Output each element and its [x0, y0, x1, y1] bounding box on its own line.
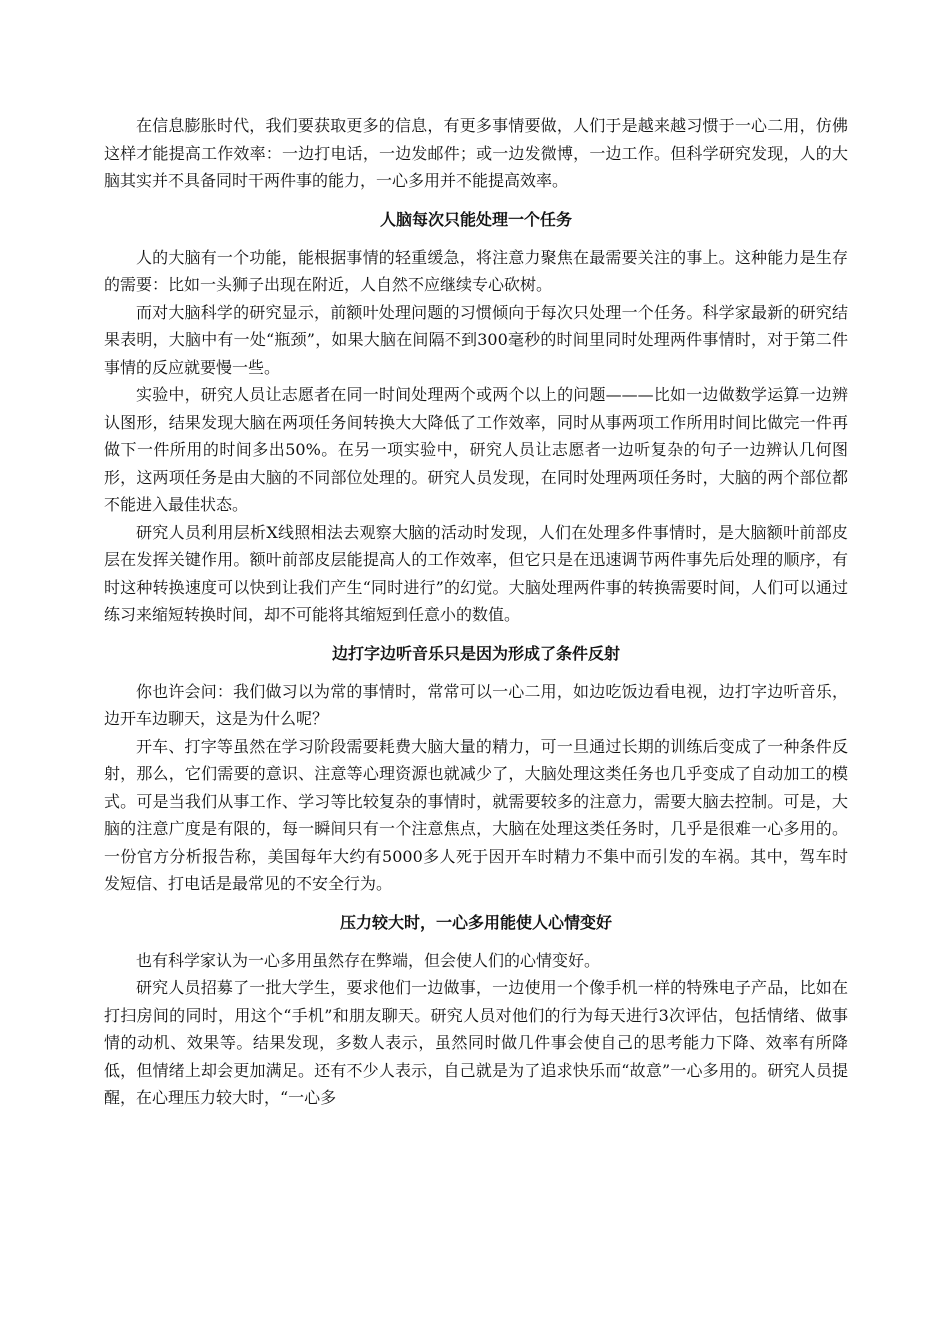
- body-paragraph: 人的大脑有一个功能，能根据事情的轻重缓急，将注意力聚焦在最需要关注的事上。这种能力是生存的需要：比如一头狮子出现在附近，人自然不应继续专心砍树。: [104, 247, 848, 294]
- body-paragraph: 开车、打字等虽然在学习阶段需要耗费大脑大量的精力，可一旦通过长期的训练后变成了一种条件反射，那么，它们需要的意识、注意等心理资源也就减少了，大脑处理这类任务也几乎变成了自动加工的模式。可是当我们从事工作、学习等比较复杂的事情时，就需要较多的注意力，需要大脑去控制。可是，大脑的注意广度是有限的，每一瞬间只有一个注意焦点，大脑在处理这类任务时，几乎是很难一心多用的。一份官方分析报告称，美国每年大约有5000多人死于因开车时精力不集中而引发的车祸。其中，驾车时发短信、打电话是最常见的不安全行为。: [104, 736, 848, 893]
- section-2: [104, 641, 848, 898]
- intro-paragraph: 在信息膨胀时代，我们要获取更多的信息，有更多事情要做，人们于是越来越习惯于一心二用，仿佛这样才能提高工作效率：一边打电话，一边发邮件；或一边发微博，一边工作。但科学研究发现，人的大脑其实并不具备同时干两件事的能力，一心多用并不能提高效率。: [104, 116, 848, 190]
- section-heading: 人脑每次只能处理一个任务: [379, 209, 572, 229]
- section-heading: 边打字边听音乐只是因为形成了条件反射: [331, 643, 620, 663]
- section-heading: 压力较大时，一心多用能使人心情变好: [339, 912, 612, 932]
- body-paragraph: 你也许会问：我们做习以为常的事情时，常常可以一心二用，如边吃饭边看电视，边打字边听音乐，边开车边聊天，这是为什么呢？: [104, 681, 848, 728]
- body-paragraph: 也有科学家认为一心多用虽然存在弊端，但会使人们的心情变好。: [136, 950, 601, 970]
- section-1: [104, 207, 848, 629]
- body-paragraph: 研究人员利用层析X线照相法去观察大脑的活动时发现，人们在处理多件事情时，是大脑额叶前部皮层在发挥关键作用。额叶前部皮层能提高人的工作效率，但它只是在迅速调节两件事先后处理的顺序，有时这种转换速度可以快到让我们产生“同时进行”的幻觉。大脑处理两件事的转换需要时间，人们可以通过练习来缩短转换时间，却不可能将其缩短到任意小的数值。: [104, 522, 848, 624]
- body-paragraph: 实验中，研究人员让志愿者在同一时间处理两个或两个以上的问题———比如一边做数学运算一边辨认图形，结果发现大脑在两项任务间转换大大降低了工作效率，同时从事两项工作所用时间比做完一件再做下一件所用的时间多出50%。在另一项实验中，研究人员让志愿者一边听复杂的句子一边辨认几何图形，这两项任务是由大脑的不同部位处理的。研究人员发现，在同时处理两项任务时，大脑的两个部位都不能进入最佳状态。: [104, 385, 848, 514]
- document-page: [104, 112, 848, 1112]
- body-paragraph: 研究人员招募了一批大学生，要求他们一边做事，一边使用一个像手机一样的特殊电子产品，比如在打扫房间的同时，用这个“手机”和朋友聊天。研究人员对他们的行为每天进行3次评估，包括情绪、做事情的动机、效果等。结果发现，多数人表示，虽然同时做几件事会使自己的思考能力下降、效率有所降低，但情绪上却会更加满足。还有不少人表示，自己就是为了追求快乐而“故意”一心多用的。研究人员提醒，在心理压力较大时，“一心多: [104, 978, 848, 1107]
- section-3: [104, 910, 848, 1112]
- body-paragraph: 而对大脑科学的研究显示，前额叶处理问题的习惯倾向于每次只处理一个任务。科学家最新的研究结果表明，大脑中有一处“瓶颈”，如果大脑在间隔不到300毫秒的时间里同时处理两件事情时，对于第二件事情的反应就要慢一些。: [104, 302, 848, 377]
